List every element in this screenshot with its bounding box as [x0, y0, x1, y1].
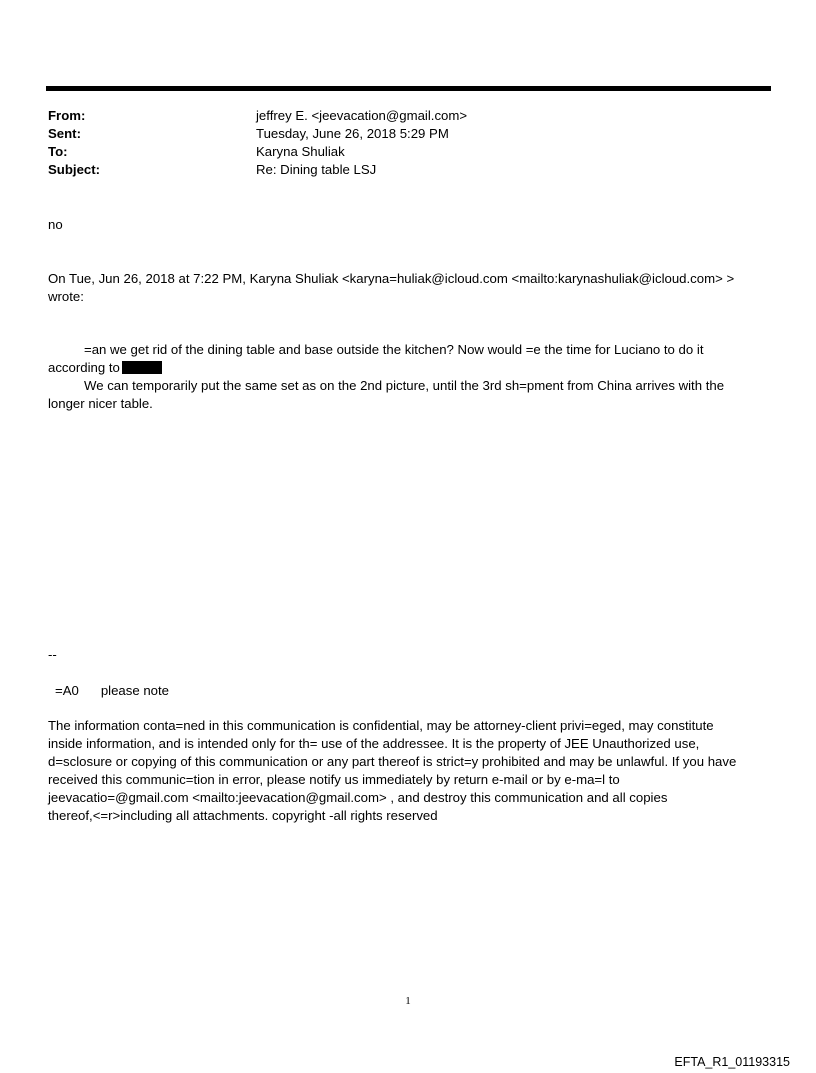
quoted-line: We can temporarily put the same set as on the 2nd picture, until the 3rd sh=pment from China arrives with the: [84, 378, 725, 393]
reply-text: no: [48, 217, 63, 232]
quoted-message: [48, 341, 768, 413]
to-label: To:: [48, 144, 68, 159]
quote-intro-line: On Tue, Jun 26, 2018 at 7:22 PM, Karyna Shuliak <karyna=huliak@icloud.com <mailto:karynashuliak@icloud.com> >: [48, 271, 735, 286]
quoted-line: longer nicer table.: [48, 396, 153, 411]
redaction-box: [122, 361, 162, 374]
disclaimer-line: d=sclosure or copying of this communication or any part thereof is strict=y prohibited and may be unlawful. If you have: [48, 754, 737, 769]
sent-value: Tuesday, June 26, 2018 5:29 PM: [256, 126, 449, 141]
confidentiality-disclaimer: [48, 717, 768, 825]
sent-label: Sent:: [48, 126, 81, 141]
signature-note: =A0 please note: [55, 683, 170, 698]
header-divider: [46, 86, 771, 91]
quoted-line: according to: [48, 360, 120, 375]
subject-label: Subject:: [48, 162, 101, 177]
quoted-line: =an we get rid of the dining table and base outside the kitchen? Now would =e the time for Luciano to do it: [84, 342, 704, 357]
disclaimer-line: thereof,<=r>including all attachments. copyright -all rights reserved: [48, 808, 438, 823]
page-number: 1: [405, 995, 411, 1007]
quote-intro: [48, 270, 768, 306]
signature-separator: --: [48, 647, 57, 662]
quote-intro-line: wrote:: [48, 289, 84, 304]
disclaimer-line: The information conta=ned in this communication is confidential, may be attorney-client privi=eged, may constitute: [48, 718, 714, 733]
quoted-line-with-redaction: [48, 359, 768, 377]
subject-value: Re: Dining table LSJ: [256, 162, 377, 177]
to-value: Karyna Shuliak: [256, 144, 345, 159]
from-value: jeffrey E. <jeevacation@gmail.com>: [256, 108, 468, 123]
bates-number: EFTA_R1_01193315: [674, 1055, 790, 1069]
from-label: From:: [48, 108, 86, 123]
disclaimer-line: received this communic=tion in error, please notify us immediately by return e-mail or by e-ma=l to: [48, 772, 620, 787]
disclaimer-line: jeevacatio=@gmail.com <mailto:jeevacation@gmail.com> , and destroy this communication and all copies: [48, 790, 668, 805]
disclaimer-line: inside information, and is intended only for th= use of the addressee. It is the property of JEE Unauthorized use,: [48, 736, 700, 751]
